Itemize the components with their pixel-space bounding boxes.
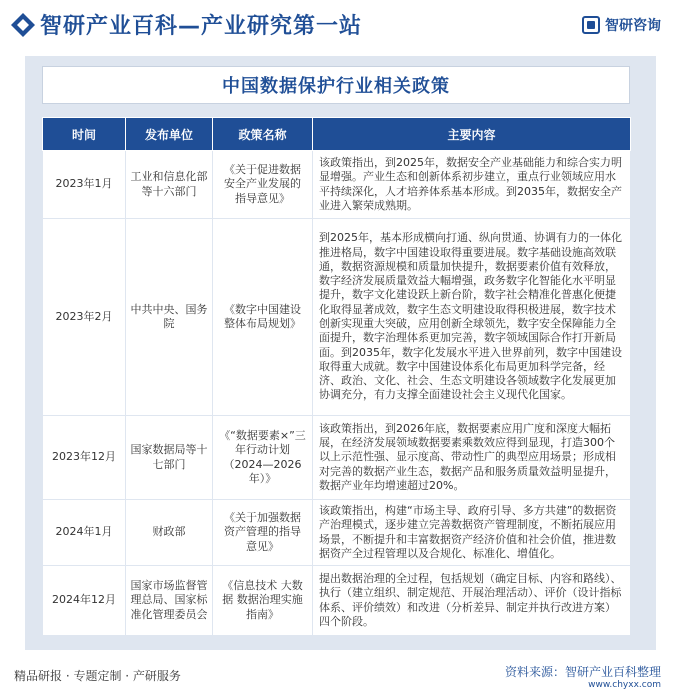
table-row (43, 566, 631, 636)
cell-unit: 工业和信息化部等十六部门 (126, 151, 213, 219)
diamond-icon (10, 12, 36, 38)
cell-policy-name: 《关于促进数据安全产业发展的指导意见》 (213, 151, 313, 219)
cell-unit: 国家市场监督管理总局、国家标准化管理委员会 (126, 566, 213, 636)
site-title: 智研产业百科—产业研究第一站 (40, 14, 363, 39)
table-row (43, 151, 631, 219)
footer-services: 精品研报 · 专题定制 · 产研服务 (14, 669, 181, 683)
cell-time: 2024年12月 (43, 566, 126, 636)
cell-content: 该政策指出，构建“市场主导、政府引导、多方共建”的数据资产治理模式，逐步建立完善数据资产管理制度，不断拓展应用场景，不断提升和丰富数据资产经济价值和社会价值，推进数据资产全过程管理以及合规化、标准化、增值化。 (313, 500, 631, 566)
footer (0, 662, 675, 698)
table-row (43, 500, 631, 566)
cell-policy-name: 《关于加强数据资产管理的指导意见》 (213, 500, 313, 566)
cell-content: 该政策指出，到2025年，数据安全产业基础能力和综合实力明显增强。产业生态和创新体系初步建立，重点行业领域应用水平持续深化，人才培养体系基本形成。到2035年，数据安全产业进入繁荣成熟期。 (313, 151, 631, 219)
cell-time: 2024年1月 (43, 500, 126, 566)
table-header-row (43, 118, 631, 151)
cell-unit: 财政部 (126, 500, 213, 566)
cell-policy-name: 《数字中国建设整体布局规划》 (213, 219, 313, 416)
cell-unit: 中共中央、国务院 (126, 219, 213, 416)
table-row (43, 416, 631, 500)
column-header-unit: 发布单位 (126, 118, 213, 151)
header (0, 0, 675, 50)
cell-unit: 国家数据局等十七部门 (126, 416, 213, 500)
footer-url[interactable]: www.chyxx.com (588, 680, 661, 690)
cell-time: 2023年2月 (43, 219, 126, 416)
brand-logo[interactable] (582, 14, 661, 36)
logo-icon (582, 16, 600, 34)
cell-content: 到2025年，基本形成横向打通、纵向贯通、协调有力的一体化推进格局，数字中国建设取得重要进展。数字基础设施高效联通，数据资源规模和质量加快提升，数据要素价值有效释放，数字经济发展质量效益大幅增强，政务数字化智能化水平明显提升，数字文化建设跃上新台阶，数字社会精准化普惠化便捷化取得显著成效，数字生态文明建设取得积极进展，数字技术创新实现重大突破，应用创新全球领先，数字安全保障能力全面提升，数字治理体系更加完善，数字领域国际合作打开新局面。到2035年，数字化发展水平进入世界前列，数字中国建设取得重大成就。数字中国建设体系化布局更加科学完备，经济、政治、文化、社会、生态文明建设各领域数字化发展更加协调充分，有力支撑全面建设社会主义现代化国家。 (313, 219, 631, 416)
cell-time: 2023年1月 (43, 151, 126, 219)
cell-content: 提出数据治理的全过程，包括规划（确定目标、内容和路线）、执行（建立组织、制定规范、开展治理活动）、评价（设计指标体系、评价绩效）和改进（分析差异、制定并执行改进方案）四个阶段。 (313, 566, 631, 636)
column-header-name: 政策名称 (213, 118, 313, 151)
column-header-time: 时间 (43, 118, 126, 151)
table-title: 中国数据保护行业相关政策 (222, 76, 450, 97)
column-header-content: 主要内容 (313, 118, 631, 151)
table-row (43, 219, 631, 416)
footer-source: 资料来源：智研产业百科整理 (504, 665, 661, 679)
cell-content: 该政策指出，到2026年底，数据要素应用广度和深度大幅拓展，在经济发展领域数据要素乘数效应得到显现，打造300个以上示范性强、显示度高、带动性广的典型应用场景；形成相对完善的数据产业生态，数据产品和服务质量效益明显提升，数据产业年均增速超过20%。 (313, 416, 631, 500)
logo-text: 智研咨询 (605, 18, 661, 34)
table-title-box (42, 66, 630, 104)
cell-policy-name: 《“数据要素×”三年行动计划（2024—2026年）》 (213, 416, 313, 500)
cell-time: 2023年12月 (43, 416, 126, 500)
policy-table (42, 117, 631, 636)
cell-policy-name: 《信息技术 大数据 数据治理实施指南》 (213, 566, 313, 636)
